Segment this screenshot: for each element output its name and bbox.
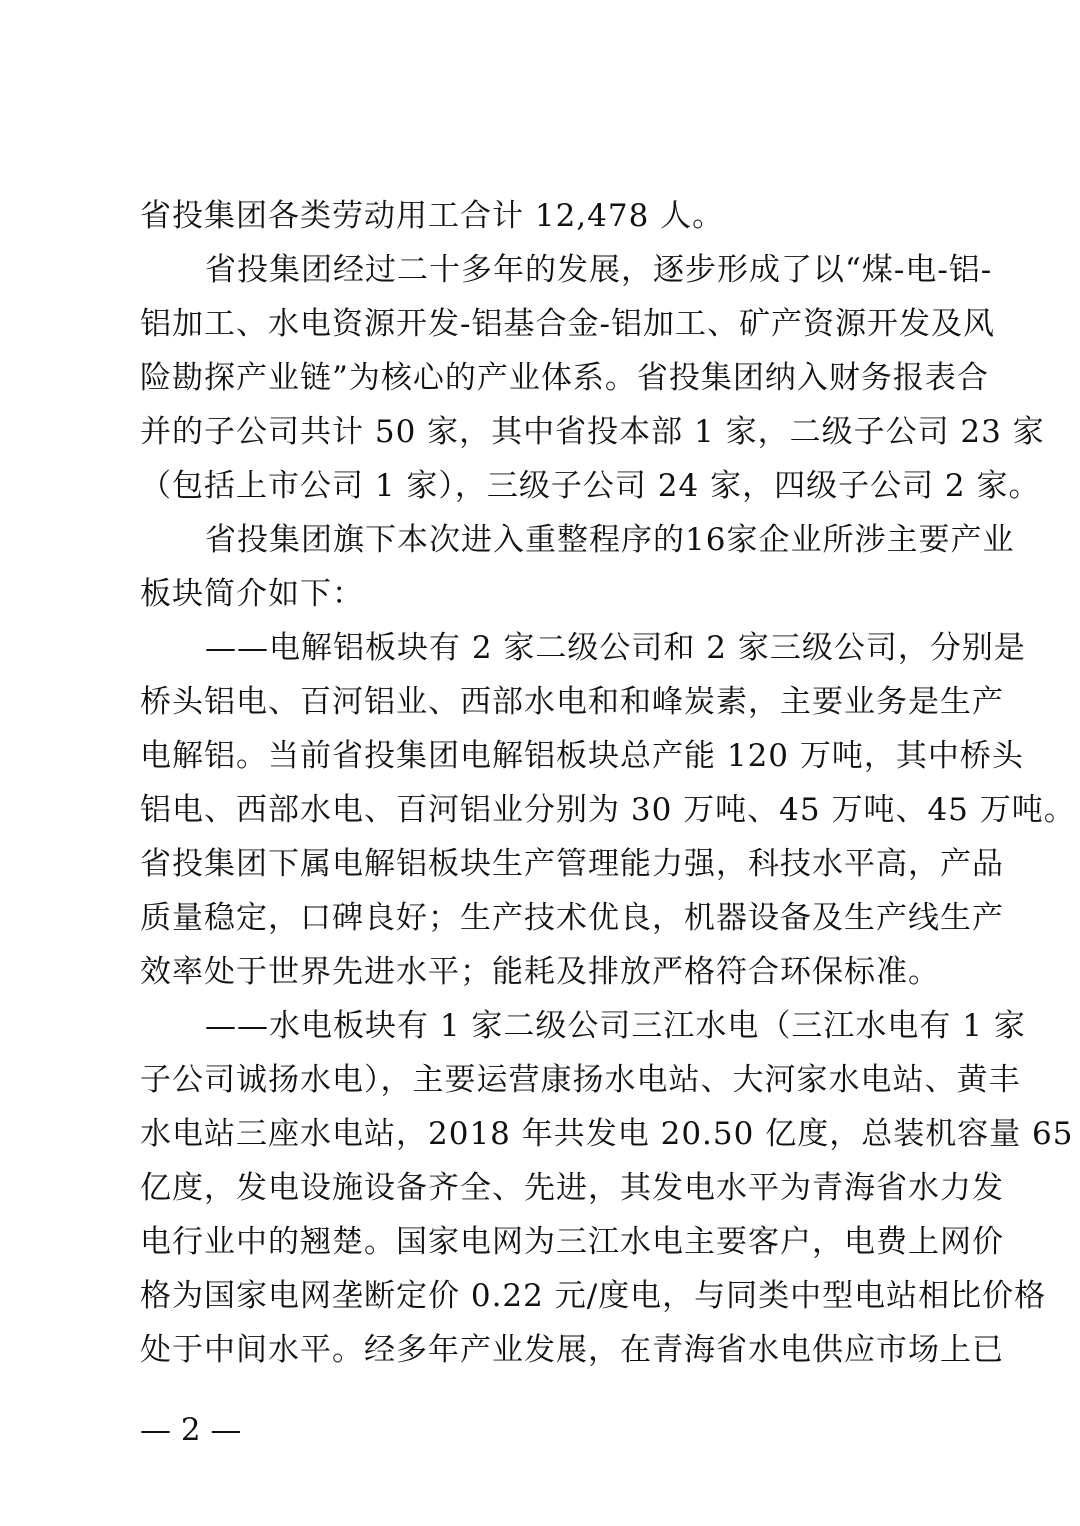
text-line: 省投集团各类劳动用工合计 12,478 人。 [140, 198, 725, 234]
text-line: 水电站三座水电站，2018 年共发电 20.50 亿度，总装机容量 65 [140, 1116, 1074, 1152]
text-line: 省投集团经过二十多年的发展，逐步形成了以“煤-电-铝- [205, 252, 993, 288]
text-line: 板块简介如下： [140, 576, 364, 612]
text-line: 子公司诚扬水电），主要运营康扬水电站、大河家水电站、黄丰 [140, 1062, 1021, 1098]
text-line: 格为国家电网垄断定价 0.22 元/度电，与同类中型电站相比价格 [140, 1278, 1047, 1314]
text-line: 电解铝。当前省投集团电解铝板块总产能 120 万吨，其中桥头 [140, 738, 1024, 774]
text-line: 电行业中的翘楚。国家电网为三江水电主要客户，电费上网价 [140, 1224, 1004, 1260]
text-line: 亿度，发电设施设备齐全、先进，其发电水平为青海省水力发 [140, 1170, 1004, 1206]
text-line: 桥头铝电、百河铝业、西部水电和和峰炭素，主要业务是生产 [140, 684, 1004, 720]
text-line: 并的子公司共计 50 家，其中省投本部 1 家，二级子公司 23 家 [140, 414, 1045, 450]
text-line: ——水电板块有 1 家二级公司三江水电（三江水电有 1 家 [205, 1008, 1026, 1044]
text-line: ——电解铝板块有 2 家二级公司和 2 家三级公司，分别是 [205, 630, 1026, 666]
text-line: 处于中间水平。经多年产业发展，在青海省水电供应市场上已 [140, 1332, 1004, 1368]
text-line: 铝加工、水电资源开发-铝基合金-铝加工、矿产资源开发及风 [140, 306, 995, 342]
text-line: 质量稳定，口碑良好；生产技术优良，机器设备及生产线生产 [140, 900, 1004, 936]
text-line: 效率处于世界先进水平；能耗及排放严格符合环保标准。 [140, 954, 940, 990]
text-line: 省投集团旗下本次进入重整程序的16家企业所涉主要产业 [205, 522, 1015, 558]
text-line: 铝电、西部水电、百河铝业分别为 30 万吨、45 万吨、45 万吨。 [140, 792, 1076, 828]
text-line: 省投集团下属电解铝板块生产管理能力强，科技水平高，产品 [140, 846, 1004, 882]
page-number: — 2 — [140, 1412, 242, 1448]
text-line: 险勘探产业链”为核心的产业体系。省投集团纳入财务报表合 [140, 360, 989, 396]
text-line: （包括上市公司 1 家），三级子公司 24 家，四级子公司 2 家。 [140, 468, 1041, 504]
